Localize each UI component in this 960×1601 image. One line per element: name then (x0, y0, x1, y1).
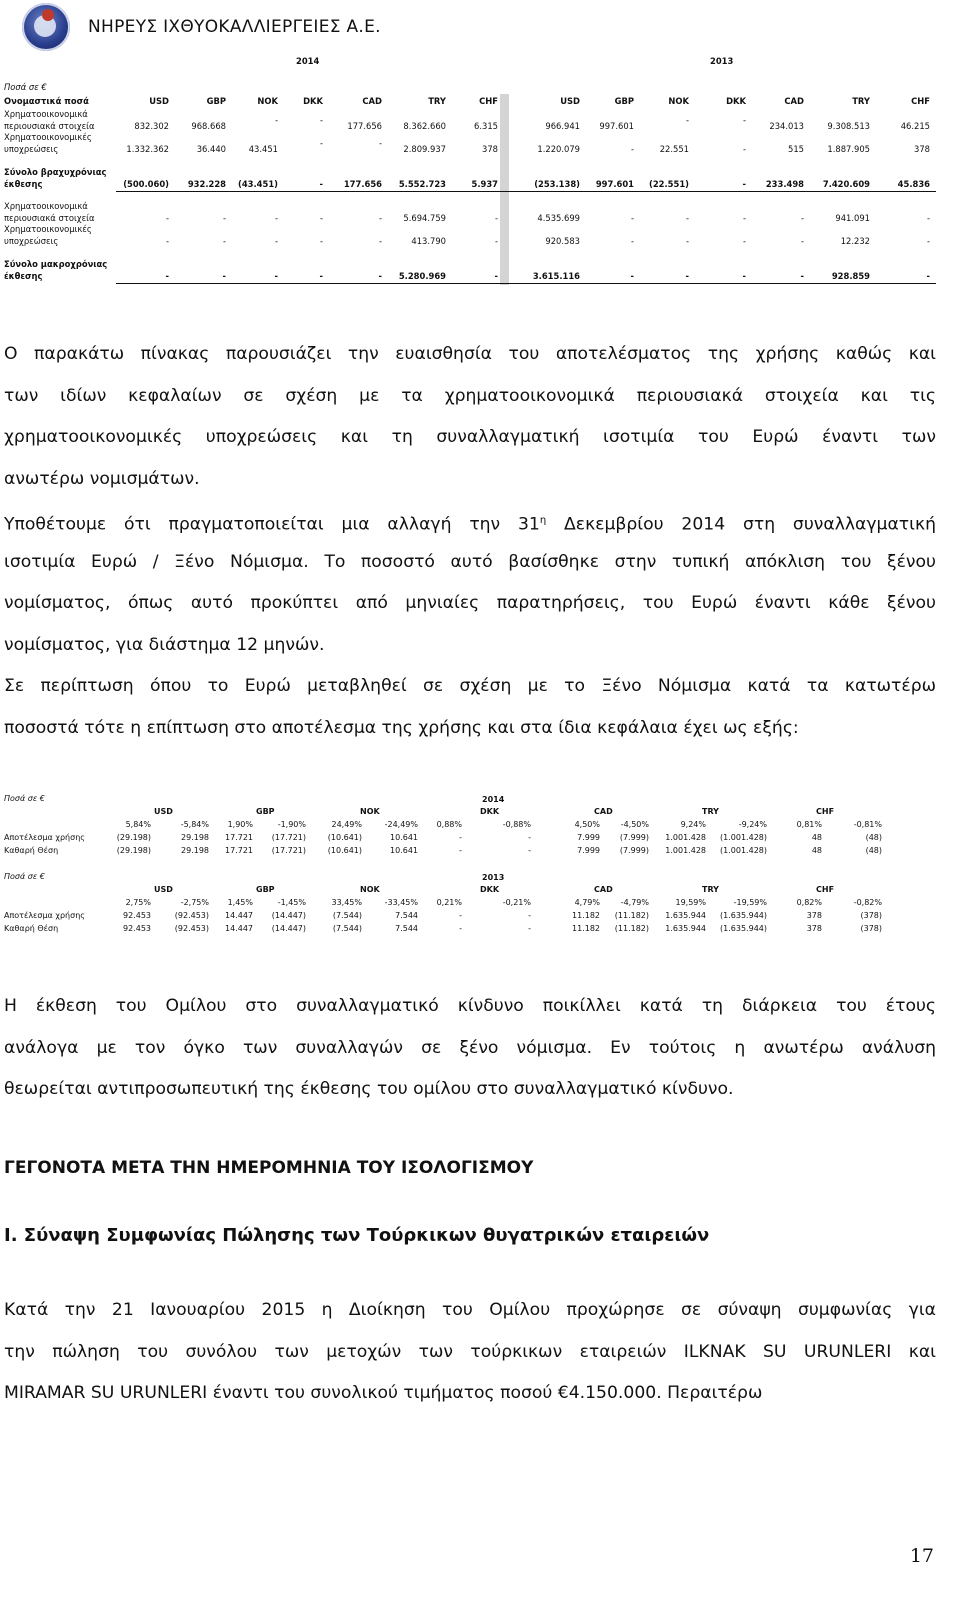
year-2014-header: 2014 (296, 56, 320, 66)
currency-header-gbp: GBP (614, 96, 634, 106)
value-2014: - (378, 137, 382, 148)
equity-value: - (528, 924, 531, 933)
year-2013-header: 2013 (710, 56, 734, 66)
row-label: Χρηματοοικονομικά (4, 201, 88, 211)
column-separator (500, 94, 509, 285)
currency-header-dkk: DKK (726, 96, 746, 106)
currency-header-dkk: DKK (480, 885, 500, 894)
row-label-result: Αποτέλεσμα χρήσης (4, 911, 85, 920)
percent-change: -0,88% (502, 820, 531, 829)
percent-change: 0,21% (436, 898, 462, 907)
equity-value: 29.198 (181, 846, 209, 855)
value-2013: - (685, 114, 689, 125)
value-2014: 5.552.723 (398, 178, 446, 189)
text-line: ποσοστά τότε η επίπτωση στο αποτέλεσμα της χρήσης και στα ίδια κεφάλαια έχει ως εξής: (4, 717, 799, 738)
value-2014: - (319, 114, 323, 125)
text-line: Κατά την 21 Ιανουαρίου 2015 η Διοίκηση του Ομίλου προχώρησε σε σύναψη συμφωνίας για (4, 1300, 936, 1320)
value-2013: - (742, 212, 746, 223)
currency-header-nok: NOK (668, 96, 689, 106)
value-2014: - (165, 235, 169, 246)
value-2013: 22.551 (659, 143, 689, 154)
percent-change: 0,82% (796, 898, 822, 907)
currency-header-cad: CAD (594, 807, 613, 816)
currency-header-chf: CHF (911, 96, 930, 106)
percent-change: 0,81% (796, 820, 822, 829)
value-2014: - (494, 235, 498, 246)
percent-change: -1,90% (277, 820, 306, 829)
equity-value: 48 (811, 846, 822, 855)
equity-value: (7.999) (619, 846, 649, 855)
percent-change: 2,75% (125, 898, 151, 907)
value-2013: - (800, 270, 804, 281)
value-2014: - (319, 212, 323, 223)
currency-header-usd: USD (149, 96, 169, 106)
currency-header-cad: CAD (362, 96, 382, 106)
value-2013: - (630, 212, 634, 223)
superscript: η (539, 515, 547, 526)
row-label-equity: Καθαρή Θέση (4, 846, 59, 855)
value-2013: 7.420.609 (822, 178, 870, 189)
result-value: (17.721) (271, 833, 306, 842)
value-2014: (500.060) (123, 178, 169, 189)
percent-change: -2,75% (180, 898, 209, 907)
value-2013: 966.941 (545, 120, 580, 131)
currency-header-nok: NOK (360, 885, 380, 894)
value-2013: - (742, 114, 746, 125)
result-value: 48 (811, 833, 822, 842)
result-value: (92.453) (174, 911, 209, 920)
currency-header-gbp: GBP (256, 807, 275, 816)
currency-header-try: TRY (702, 807, 719, 816)
value-2013: 515 (788, 143, 804, 154)
equity-value: - (459, 846, 462, 855)
total-underline (116, 283, 936, 284)
value-2013: 12.232 (840, 235, 870, 246)
percent-change: 33,45% (331, 898, 362, 907)
percent-change: 5,84% (125, 820, 151, 829)
text-line: νομίσματος, όπως αυτό προκύπτει από μηνιαίες παρατηρήσεις, του Ευρώ έναντι κάθε ξένου (4, 593, 936, 613)
text-line: Ο παρακάτω πίνακας παρουσιάζει την ευαισθησία του αποτελέσματος της χρήσης καθώς και (4, 344, 936, 364)
value-2013: - (800, 235, 804, 246)
company-name: ΝΗΡΕΥΣ ΙΧΘΥΟΚΑΛΛΙΕΡΓΕΙΕΣ Α.Ε. (88, 17, 381, 37)
result-value: - (459, 911, 462, 920)
row-label: υποχρεώσεις (4, 143, 59, 154)
equity-value: (7.544) (332, 924, 362, 933)
value-2014: 36.440 (196, 143, 226, 154)
row-label: περιουσιακά στοιχεία (4, 212, 95, 223)
currency-header-dkk: DKK (480, 807, 500, 816)
equity-value: 11.182 (572, 924, 600, 933)
equity-value: 14.447 (225, 924, 253, 933)
currency-header-cad: CAD (784, 96, 804, 106)
sensitivity-paragraph (4, 334, 936, 500)
equity-value: 7.999 (577, 846, 600, 855)
currency-header-try: TRY (702, 885, 719, 894)
percent-change: 0,88% (436, 820, 462, 829)
nominal-amounts-label: Ονομαστικά ποσά (4, 96, 89, 106)
text-line: Σε περίπτωση όπου το Ευρώ μεταβληθεί σε σχέση με το Ξένο Νόμισμα κατά τα κατωτέρω (4, 676, 936, 696)
currency-header-gbp: GBP (256, 885, 275, 894)
value-2014: 177.656 (343, 178, 382, 189)
result-value: (14.447) (271, 911, 306, 920)
value-2013: 3.615.116 (532, 270, 580, 281)
currency-header-cad: CAD (594, 885, 613, 894)
row-label: Σύνολο βραχυχρόνιας (4, 167, 107, 177)
year-header: 2014 (482, 795, 505, 804)
value-2013: 378 (914, 143, 930, 154)
equity-value: 1.001.428 (665, 846, 706, 855)
value-2013: - (742, 270, 746, 281)
row-label: Χρηματοοικονομικές (4, 224, 92, 234)
result-value: 11.182 (572, 911, 600, 920)
value-2014: 5.694.759 (403, 212, 446, 223)
value-2014: 832.302 (134, 120, 169, 131)
percent-change: -33,45% (384, 898, 418, 907)
value-2013: - (630, 270, 634, 281)
value-2014: - (222, 270, 226, 281)
value-2014: - (378, 212, 382, 223)
percent-change: 4,50% (574, 820, 600, 829)
value-2013: (253.138) (534, 178, 580, 189)
percent-change: -0,81% (853, 820, 882, 829)
value-2014: 5.280.969 (398, 270, 446, 281)
equity-value: (48) (865, 846, 882, 855)
value-2013: - (926, 235, 930, 246)
currency-header-usd: USD (154, 807, 173, 816)
result-value: 7.544 (395, 911, 418, 920)
currency-header-dkk: DKK (303, 96, 323, 106)
value-2014: - (274, 212, 278, 223)
value-2013: 9.308.513 (827, 120, 870, 131)
equity-value: (1.635.944) (720, 924, 767, 933)
assumption-paragraph (4, 500, 936, 666)
value-2013: 1.887.905 (827, 143, 870, 154)
percent-change: 1,45% (227, 898, 253, 907)
value-2014: - (319, 137, 323, 148)
value-2013: 234.013 (769, 120, 804, 131)
value-2013: - (800, 212, 804, 223)
currency-header-usd: USD (560, 96, 580, 106)
value-2013: - (685, 235, 689, 246)
page-number: 17 (909, 1545, 934, 1567)
currency-header-nok: NOK (257, 96, 278, 106)
row-label: υποχρεώσεις (4, 235, 59, 246)
result-value: 10.641 (390, 833, 418, 842)
value-2014: 1.332.362 (126, 143, 169, 154)
equity-value: 17.721 (225, 846, 253, 855)
impact-paragraph (4, 666, 936, 749)
exposure-variation-paragraph (4, 986, 936, 1111)
section-heading: ΓΕΓΟΝΟΤΑ ΜΕΤΑ ΤΗΝ ΗΜΕΡΟΜΗΝΙΑ ΤΟΥ ΙΣΟΛΟΓΙΣΜΟΥ (4, 1158, 534, 1178)
value-2014: 8.362.660 (403, 120, 446, 131)
value-2014: 2.809.937 (403, 143, 446, 154)
result-value: - (528, 911, 531, 920)
total-underline (116, 191, 936, 192)
value-2013: (22.551) (649, 178, 689, 189)
percent-change: 4,79% (574, 898, 600, 907)
value-2014: 378 (482, 143, 498, 154)
percent-change: -24,49% (384, 820, 418, 829)
equity-value: 378 (806, 924, 822, 933)
value-2014: - (274, 114, 278, 125)
row-label-equity: Καθαρή Θέση (4, 924, 59, 933)
result-value: (1.635.944) (720, 911, 767, 920)
percent-change: -0,21% (502, 898, 531, 907)
row-label: έκθεσης (4, 178, 43, 189)
equity-value: (1.001.428) (720, 846, 767, 855)
amount-unit-label: Ποσά σε € (4, 872, 45, 881)
percent-change: 19,59% (675, 898, 706, 907)
result-value: (378) (860, 911, 882, 920)
value-2013: 233.498 (765, 178, 804, 189)
value-2013: 46.215 (900, 120, 930, 131)
result-value: 17.721 (225, 833, 253, 842)
value-2014: - (494, 270, 498, 281)
result-value: 7.999 (577, 833, 600, 842)
row-label: Χρηματοοικονομικά (4, 109, 88, 119)
currency-header-chf: CHF (479, 96, 498, 106)
text-line: Η έκθεση του Ομίλου στο συναλλαγματικό κίνδυνο ποικίλλει κατά τη διάρκεια του έτους (4, 996, 936, 1016)
result-value: 378 (806, 911, 822, 920)
equity-value: (17.721) (271, 846, 306, 855)
value-2013: 941.091 (835, 212, 870, 223)
value-2014: 43.451 (248, 143, 278, 154)
text-line: των ιδίων κεφαλαίων σε σχέση με τα χρηματοοικονομικά περιουσιακά στοιχεία και τις (4, 385, 936, 406)
equity-value: (11.182) (614, 924, 649, 933)
value-2013: 997.601 (599, 120, 634, 131)
value-2013: 928.859 (831, 270, 870, 281)
equity-value: (29.198) (116, 846, 151, 855)
value-2014: - (378, 270, 382, 281)
result-value: (1.001.428) (720, 833, 767, 842)
value-2013: - (926, 270, 930, 281)
currency-header-chf: CHF (816, 885, 835, 894)
value-2013: 997.601 (595, 178, 634, 189)
value-2014: - (319, 178, 323, 189)
equity-value: 10.641 (390, 846, 418, 855)
result-value: (7.544) (332, 911, 362, 920)
value-2014: - (165, 270, 169, 281)
equity-value: - (528, 846, 531, 855)
percent-change: 1,90% (227, 820, 253, 829)
equity-value: 7.544 (395, 924, 418, 933)
percent-change: 24,49% (331, 820, 362, 829)
currency-header-chf: CHF (816, 807, 835, 816)
value-2013: 45.836 (897, 178, 930, 189)
percent-change: -4,50% (620, 820, 649, 829)
row-label: Χρηματοοικονομικές (4, 132, 92, 142)
value-2013: - (742, 178, 746, 189)
sale-agreement-paragraph (4, 1290, 936, 1415)
value-2014: 5.937 (471, 178, 498, 189)
result-value: 29.198 (181, 833, 209, 842)
value-2014: - (165, 212, 169, 223)
equity-value: 92.453 (123, 924, 151, 933)
value-2013: - (630, 143, 634, 154)
text-line: ανωτέρω νομισμάτων. (4, 468, 200, 489)
equity-value: - (459, 924, 462, 933)
value-2014: - (319, 235, 323, 246)
percent-change: 9,24% (680, 820, 706, 829)
equity-value: (378) (860, 924, 882, 933)
currency-header-gbp: GBP (206, 96, 226, 106)
value-2014: - (274, 270, 278, 281)
value-2014: - (274, 235, 278, 246)
result-value: (48) (865, 833, 882, 842)
year-header: 2013 (482, 873, 505, 882)
value-2014: - (222, 235, 226, 246)
currency-header-nok: NOK (360, 807, 380, 816)
value-2013: - (742, 143, 746, 154)
result-value: (11.182) (614, 911, 649, 920)
percent-change: -4,79% (620, 898, 649, 907)
value-2014: 932.228 (187, 178, 226, 189)
value-2013: - (685, 270, 689, 281)
sensitivity-table (4, 792, 940, 942)
value-2014: 177.656 (347, 120, 382, 131)
value-2014: - (319, 270, 323, 281)
equity-value: 1.635.944 (665, 924, 706, 933)
row-label-result: Αποτέλεσμα χρήσης (4, 833, 85, 842)
value-2014: 413.790 (411, 235, 446, 246)
page-header (22, 2, 381, 52)
text-line: νομίσματος, για διάστημα 12 μηνών. (4, 634, 325, 655)
text-line: ανάλογα με τον όγκο των συναλλαγών σε ξένο νόμισμα. Εν τούτοις η ανωτέρω ανάλυση (4, 1037, 936, 1058)
percent-change: -1,45% (277, 898, 306, 907)
amount-unit-label: Ποσά σε € (4, 794, 45, 803)
currency-header-usd: USD (154, 885, 173, 894)
result-value: - (459, 833, 462, 842)
result-value: (10.641) (327, 833, 362, 842)
equity-value: (92.453) (174, 924, 209, 933)
value-2013: 4.535.699 (537, 212, 580, 223)
value-2013: 1.220.079 (537, 143, 580, 154)
company-logo-icon (22, 3, 70, 51)
row-label: Σύνολο μακροχρόνιας (4, 259, 108, 269)
result-value: 1.635.944 (665, 911, 706, 920)
text-line: θεωρείται αντιπροσωπευτική της έκθεσης του ομίλου στο συναλλαγματικό κίνδυνο. (4, 1079, 734, 1099)
text-segment: Δεκεμβρίου 2014 στη συναλλαγματική (546, 514, 936, 535)
result-value: (7.999) (619, 833, 649, 842)
value-2014: 6.315 (474, 120, 498, 131)
result-value: - (528, 833, 531, 842)
result-value: 1.001.428 (665, 833, 706, 842)
text-line: ισοτιμία Ευρώ / Ξένο Νόμισμα. Το ποσοστό αυτό βασίσθηκε στην τυπική απόκλιση του ξένου (4, 551, 936, 572)
result-value: 14.447 (225, 911, 253, 920)
percent-change: -19,59% (733, 898, 767, 907)
amount-unit-label: Ποσά σε € (4, 82, 47, 92)
text-segment: Υποθέτουμε ότι πραγματοποιείται μια αλλαγή την 31 (4, 514, 540, 535)
row-label: έκθεσης (4, 270, 43, 281)
text-line: χρηματοοικονομικές υποχρεώσεις και τη συναλλαγματική ισοτιμία του Ευρώ έναντι των (4, 427, 936, 447)
value-2013: - (742, 235, 746, 246)
percent-change: -0,82% (853, 898, 882, 907)
value-2014: - (222, 212, 226, 223)
value-2014: (43.451) (238, 178, 278, 189)
currency-header-try: TRY (428, 96, 446, 106)
text-line: MIRAMAR SU URUNLERI έναντι του συνολικού τιμήματος ποσού €4.150.000. Περαιτέρω (4, 1383, 763, 1403)
value-2014: 968.668 (191, 120, 226, 131)
result-value: 92.453 (123, 911, 151, 920)
row-label: περιουσιακά στοιχεία (4, 120, 95, 131)
equity-value: (10.641) (327, 846, 362, 855)
result-value: (29.198) (116, 833, 151, 842)
value-2013: 920.583 (545, 235, 580, 246)
value-2013: - (685, 212, 689, 223)
percent-change: -5,84% (180, 820, 209, 829)
value-2013: - (630, 235, 634, 246)
text-line: την πώληση του συνόλου των μετοχών των τούρκικων εταιρειών ILKNAK SU URUNLERI και (4, 1341, 936, 1362)
equity-value: (14.447) (271, 924, 306, 933)
value-2014: - (494, 212, 498, 223)
subsection-heading: Ι. Σύναψη Συμφωνίας Πώλησης των Τούρκικων θυγατρικών εταιρειών (4, 1225, 710, 1246)
value-2014: - (378, 235, 382, 246)
value-2013: - (926, 212, 930, 223)
currency-header-try: TRY (852, 96, 870, 106)
percent-change: -9,24% (738, 820, 767, 829)
text-line (4, 500, 936, 542)
